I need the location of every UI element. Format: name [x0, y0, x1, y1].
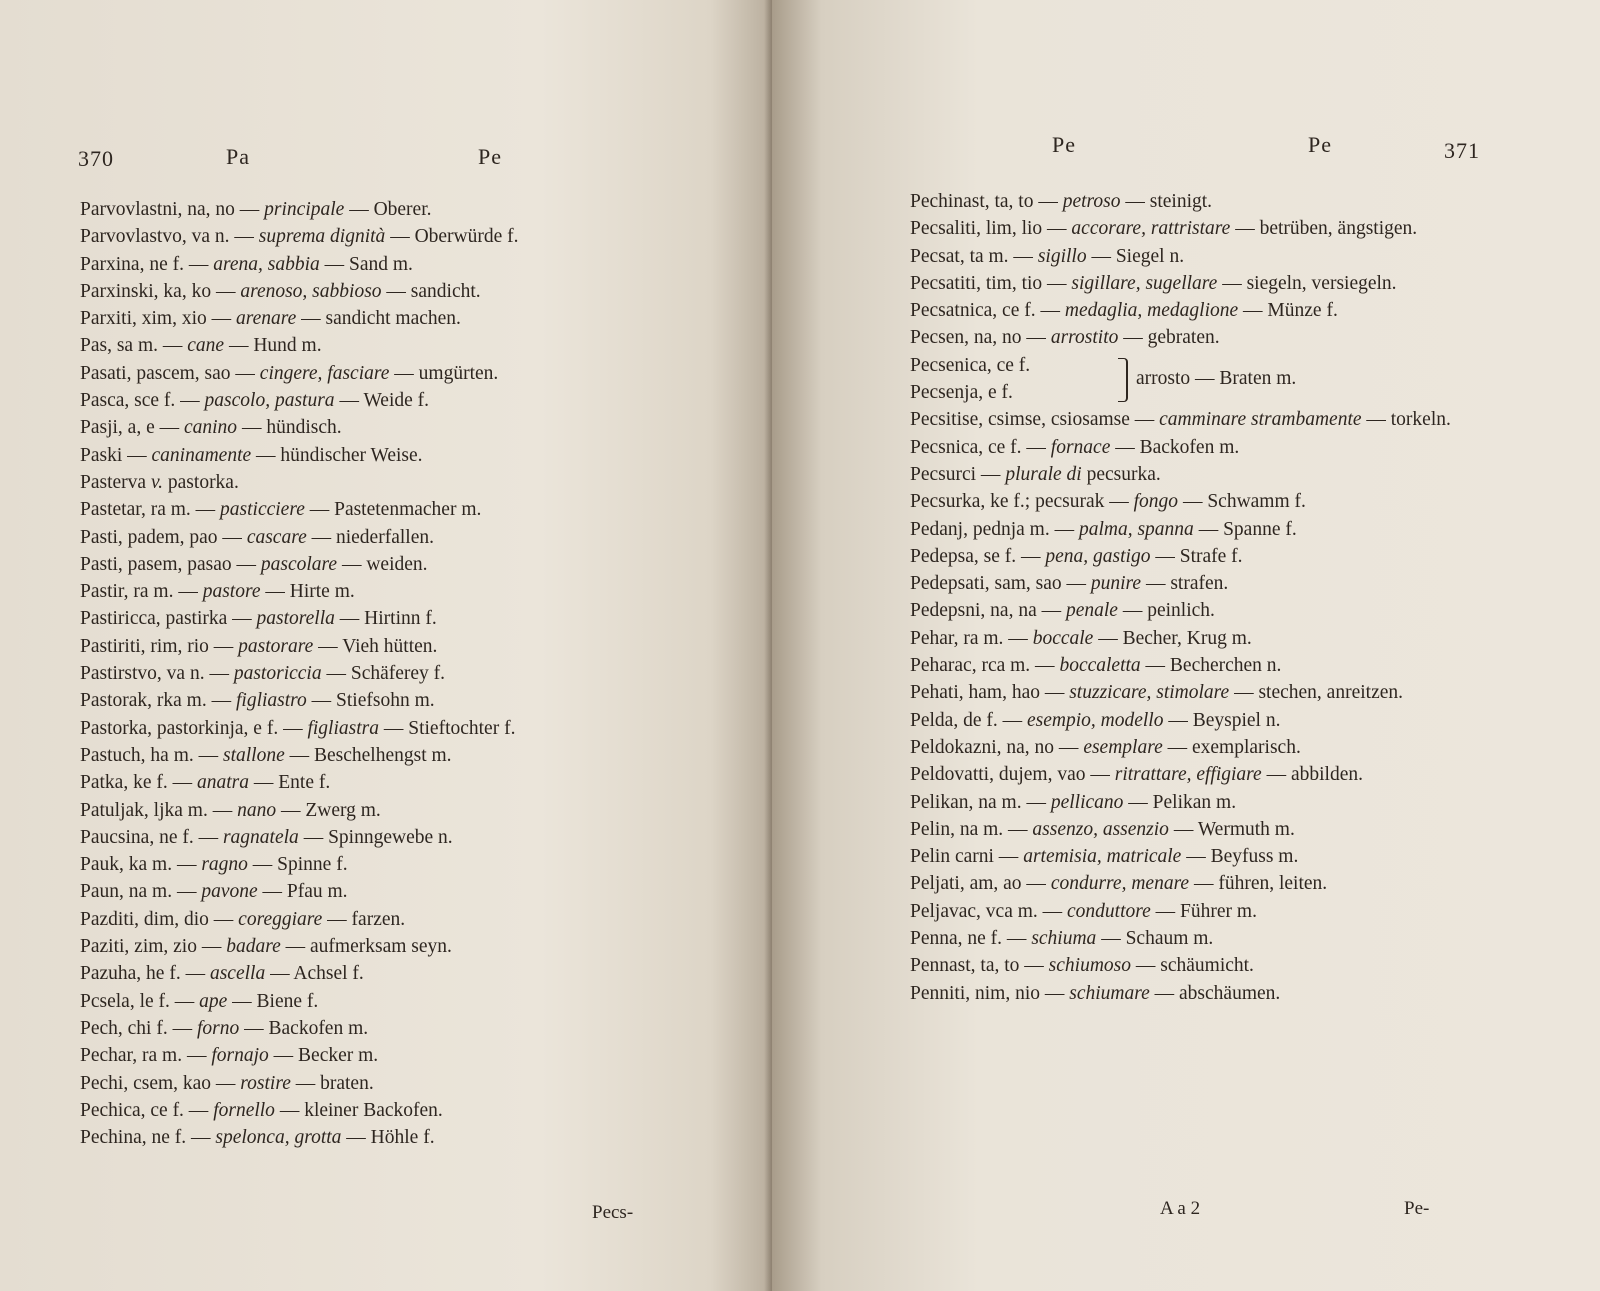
entry-headword: Pech, chi f. —: [80, 1017, 197, 1039]
entry-headword: Pelin, na m. —: [910, 818, 1033, 840]
entry-italian: conduttore: [1067, 900, 1151, 922]
entry-italian: arena, sabbia: [213, 253, 320, 275]
entry-headword: Pecsatiti, tim, tio —: [910, 272, 1072, 294]
entry-italian: canino: [183, 417, 238, 439]
entry-headword: Parvovlastni, na, no —: [80, 199, 265, 220]
entry-german: — Becher, Krug m.: [1093, 627, 1252, 649]
entry-headword: Pennast, ta, to —: [910, 955, 1049, 977]
entry-italian: badare: [226, 936, 281, 958]
entry-german: — Führer m.: [1150, 900, 1257, 922]
signature-mark: A a 2: [1160, 1198, 1201, 1219]
dictionary-entry: [80, 414, 680, 441]
entry-german: — Siegel n.: [1086, 245, 1185, 267]
entry-italian: pavone: [201, 881, 258, 903]
entry-italian: ragno: [201, 854, 248, 876]
entry-german: — Pfau m.: [257, 881, 348, 903]
dictionary-entry: [80, 605, 680, 632]
entry-headword: Pastiricca, pastirka —: [80, 608, 257, 630]
entry-italian: fornajo: [211, 1045, 269, 1067]
entry-italian: schiumoso: [1048, 955, 1131, 977]
entry-german: — exemplarisch.: [1162, 736, 1301, 758]
dictionary-entry: [80, 305, 680, 332]
dictionary-entry: [910, 324, 1494, 351]
entry-headword: Pecsnica, ce f. —: [910, 436, 1051, 458]
entry-italian: cascare: [246, 526, 307, 548]
entry-german: — steinigt.: [1120, 191, 1213, 212]
entry-headword: Peljati, am, ao —: [910, 873, 1051, 895]
dictionary-entry: [910, 597, 1494, 624]
entry-headword: Pecsatnica, ce f. —: [910, 300, 1065, 322]
entry-german: — Wermuth m.: [1168, 818, 1295, 840]
dictionary-entry: [910, 570, 1494, 597]
dictionary-entry: [910, 816, 1494, 843]
dictionary-entry: [910, 761, 1494, 788]
entry-italian: fornello: [213, 1099, 275, 1121]
entry-italian: pastorella: [256, 608, 335, 630]
running-head-right-1: Pe: [1052, 132, 1076, 157]
dictionary-entry: [80, 660, 680, 687]
entry-italian: caninamente: [151, 444, 252, 466]
dictionary-entry: [80, 442, 680, 469]
entry-german: — Zwerg m.: [276, 799, 381, 821]
left-page: [0, 0, 772, 1291]
entry-german: — Hund m.: [224, 335, 322, 357]
entry-italian: stuzzicare, stimolare: [1069, 682, 1230, 704]
dictionary-entry: [80, 1070, 680, 1097]
entry-headword: Pecsen, na, no —: [910, 327, 1051, 349]
entry-german: — Strafe f.: [1150, 545, 1243, 567]
entry-german: — Schwamm f.: [1178, 491, 1306, 513]
entry-headword: Patka, ke f. —: [80, 772, 197, 794]
entry-italian: ritrattare, effigiare: [1114, 764, 1262, 786]
entry-italian: pastore: [202, 581, 261, 603]
dictionary-entry: [80, 715, 680, 742]
dictionary-entry: [80, 332, 680, 359]
dictionary-entry: [910, 434, 1494, 461]
entry-german: — strafen.: [1141, 573, 1229, 595]
running-head-left-1: Pa: [226, 144, 250, 169]
entry-headword: Pecsenica, ce f.: [910, 354, 1031, 376]
entry-german: — Hirtinn f.: [334, 608, 437, 630]
entry-headword: Pastiriti, rim, rio —: [80, 635, 239, 657]
entry-italian: pastorare: [238, 635, 314, 657]
dictionary-entry: [910, 707, 1494, 734]
dictionary-entry: [910, 516, 1494, 543]
entry-german: — Oberwürde f.: [385, 226, 519, 248]
dictionary-entry: [910, 734, 1494, 761]
entry-italian: anatra: [196, 772, 249, 794]
entry-german: pecsurka.: [1081, 463, 1161, 485]
dictionary-entry: [910, 543, 1494, 570]
entry-german: pastorka.: [163, 471, 239, 493]
dictionary-entry: [910, 980, 1494, 1007]
dictionary-entry: [80, 360, 680, 387]
entry-german: — siegeln, versiegeln.: [1217, 272, 1397, 294]
running-head-right-2: Pe: [1308, 132, 1332, 157]
entry-german: — Höhle f.: [341, 1127, 435, 1149]
dictionary-entry: [80, 797, 680, 824]
entry-italian: spelonca, grotta: [215, 1127, 342, 1149]
entry-german: — gebraten.: [1118, 327, 1220, 349]
dictionary-entry: [80, 524, 680, 551]
entry-german: — führen, leiten.: [1189, 873, 1328, 895]
dictionary-entry: [80, 223, 680, 250]
entry-german: — betrüben, ängstigen.: [1230, 218, 1418, 240]
entry-italian: principale: [264, 199, 345, 220]
entry-headword: Pecsenja, e f.: [910, 382, 1013, 404]
dictionary-entry: [910, 215, 1494, 242]
entry-headword: Paucsina, ne f. —: [80, 826, 223, 848]
entry-headword: Pasca, sce f. —: [80, 390, 205, 412]
entry-german: — Schaum m.: [1096, 928, 1214, 950]
entry-headword: Pazditi, dim, dio —: [80, 908, 239, 930]
entry-german: — braten.: [290, 1072, 374, 1094]
entry-italian: camminare strambamente: [1159, 409, 1362, 431]
entry-german: — abschäumen.: [1149, 982, 1281, 1004]
entry-headword: Pechica, ce f. —: [80, 1099, 214, 1121]
entry-italian: stallone: [222, 744, 285, 766]
right-entry-list: [910, 188, 1494, 1007]
dictionary-entry: [80, 687, 680, 714]
entry-german: — umgürten.: [389, 362, 499, 384]
entry-german: — schäumicht.: [1131, 955, 1254, 977]
entry-italian: arrostito: [1050, 327, 1119, 349]
dictionary-entry: [80, 906, 680, 933]
entry-german: — Oberer.: [344, 199, 432, 220]
entry-italian: arrosto: [1136, 367, 1191, 389]
entry-italian: ascella: [209, 963, 266, 985]
dictionary-entry: [910, 870, 1494, 897]
entry-italian: cane: [187, 335, 225, 357]
bracketed-entry-group: [910, 352, 1494, 407]
entry-german: — niederfallen.: [306, 526, 434, 548]
shared-definition: [1136, 365, 1296, 392]
entry-headword: Penniti, nim, nio —: [910, 982, 1070, 1004]
entry-german: — Beyspiel n.: [1163, 709, 1281, 731]
entry-headword: Pastetar, ra m. —: [80, 499, 221, 521]
entry-german: — Beyfuss m.: [1181, 846, 1299, 868]
dictionary-entry: [910, 406, 1494, 433]
entry-headword: Pecsat, ta m. —: [910, 245, 1038, 267]
entry-italian: ragnatela: [222, 826, 299, 848]
entry-italian: figliastro: [235, 690, 307, 712]
entry-german: — Backofen m.: [1110, 436, 1240, 458]
entry-headword: Pedepsa, se f. —: [910, 545, 1046, 567]
catchword-right: Pe-: [1404, 1198, 1430, 1219]
page-number-right: 371: [1444, 138, 1480, 163]
dictionary-entry: [910, 188, 1494, 215]
entry-headword: Pechinast, ta, to —: [910, 191, 1063, 212]
entry-italian: pastoriccia: [233, 663, 322, 685]
entry-italian: schiumare: [1069, 982, 1150, 1004]
entry-italian: sigillo: [1037, 245, 1087, 267]
entry-headword: Peharac, rca m. —: [910, 655, 1060, 677]
entry-german: — Braten m.: [1190, 367, 1297, 389]
dictionary-entry: [910, 243, 1494, 270]
entry-headword: Pastuch, ha m. —: [80, 744, 223, 766]
catchword-left: Pecs-: [592, 1202, 634, 1223]
entry-headword: Peldokazni, na, no —: [910, 736, 1084, 758]
entry-italian: accorare, rattristare: [1071, 218, 1231, 240]
entry-italian: rostire: [240, 1072, 291, 1094]
entry-italian: punire: [1090, 573, 1142, 595]
dictionary-entry: [80, 851, 680, 878]
dictionary-entry: [80, 469, 680, 496]
entry-italian: pena, gastigo: [1045, 545, 1151, 567]
entry-headword: Pazuha, he f. —: [80, 963, 210, 985]
dictionary-entry: [80, 196, 680, 223]
entry-headword: Pelin carni —: [910, 846, 1024, 868]
dictionary-entry: [80, 742, 680, 769]
entry-german: — Beschelhengst m.: [284, 744, 452, 766]
entry-headword: Pauk, ka m. —: [80, 854, 202, 876]
entry-german: — aufmerksam seyn.: [280, 936, 452, 958]
entry-german: — Pastetenmacher m.: [304, 499, 482, 521]
entry-italian: nano: [237, 799, 277, 821]
entry-italian: assenzo, assenzio: [1032, 818, 1169, 840]
entry-italian: sigillare, sugellare: [1071, 272, 1218, 294]
entry-headword: Pecsurka, ke f.; pecsurak —: [910, 491, 1134, 513]
dictionary-entry: [80, 988, 680, 1015]
dictionary-entry: [910, 679, 1494, 706]
entry-headword: Pelda, de f. —: [910, 709, 1027, 731]
dictionary-entry: [910, 952, 1494, 979]
entry-german: — Becherchen n.: [1140, 655, 1282, 677]
entry-italian: coreggiare: [238, 908, 323, 930]
entry-headword: Parxinski, ka, ko —: [80, 280, 241, 302]
entry-german: — Vieh hütten.: [313, 635, 438, 657]
entry-german: — Weide f.: [334, 390, 430, 412]
entry-german: — hündisch.: [237, 417, 342, 439]
dictionary-entry: [910, 488, 1494, 515]
dictionary-entry: [80, 387, 680, 414]
entry-german: — Spinngewebe n.: [298, 826, 453, 848]
entry-headword: Pedepsati, sam, sao —: [910, 573, 1091, 595]
entry-headword: Penna, ne f. —: [910, 928, 1032, 950]
entry-german: — Hirte m.: [260, 581, 355, 603]
entry-headword: Pedepsni, na, na —: [910, 600, 1066, 622]
dictionary-entry: [80, 1042, 680, 1069]
entry-italian: pascolare: [260, 553, 338, 575]
entry-headword: Pasji, a, e —: [80, 417, 184, 439]
entry-headword: Pechi, csem, kao —: [80, 1072, 241, 1094]
entry-headword: Pecsitise, csimse, csiosamse —: [910, 409, 1160, 431]
dictionary-entry: [80, 496, 680, 523]
entry-italian: pascolo, pastura: [204, 390, 335, 412]
entry-headword: Pehati, ham, hao —: [910, 682, 1070, 704]
brace-mark: [1118, 358, 1128, 402]
entry-italian: esemplare: [1083, 736, 1163, 758]
entry-headword: Peljavac, vca m. —: [910, 900, 1068, 922]
entry-italian: arenare: [236, 308, 297, 330]
dictionary-entry: [80, 251, 680, 278]
entry-italian: arenoso, sabbioso: [240, 280, 382, 302]
dictionary-entry: [910, 789, 1494, 816]
entry-german: — Backofen m.: [239, 1017, 369, 1039]
entry-german: — Spanne f.: [1193, 518, 1297, 540]
entry-italian: petroso: [1062, 191, 1121, 212]
entry-german: — Münze f.: [1238, 300, 1338, 322]
entry-italian: esempio, modello: [1026, 709, 1164, 731]
dictionary-entry: [80, 1124, 680, 1151]
entry-italian: fornace: [1050, 436, 1111, 458]
dictionary-entry: [910, 461, 1494, 488]
entry-german: — hündischer Weise.: [251, 444, 423, 466]
entry-headword: Peldovatti, dujem, vao —: [910, 764, 1115, 786]
entry-headword: Pechina, ne f. —: [80, 1127, 216, 1149]
entry-italian: schiuma: [1031, 928, 1097, 950]
entry-headword: Pcsela, le f. —: [80, 990, 200, 1012]
entry-headword: Pelikan, na m. —: [910, 791, 1051, 813]
entry-italian: pellicano: [1050, 791, 1124, 813]
entry-german: — Schäferey f.: [321, 663, 446, 685]
entry-german: — Stieftochter f.: [378, 717, 516, 739]
entry-german: — Stiefsohn m.: [306, 690, 435, 712]
entry-italian: v.: [150, 471, 164, 493]
dictionary-entry: [910, 625, 1494, 652]
dictionary-entry: [80, 1015, 680, 1042]
entry-italian: suprema dignità: [258, 226, 386, 248]
entry-italian: fongo: [1133, 491, 1179, 513]
entry-german: — sandicht machen.: [296, 308, 461, 330]
entry-headword: Parxiti, xim, xio —: [80, 308, 236, 330]
entry-headword: Paun, na m. —: [80, 881, 202, 903]
entry-italian: palma, spanna: [1078, 518, 1194, 540]
entry-headword: Parvovlastvo, va n. —: [80, 226, 259, 248]
entry-headword: Pechar, ra m. —: [80, 1045, 212, 1067]
entry-german: — kleiner Backofen.: [274, 1099, 443, 1121]
entry-italian: condurre, menare: [1050, 873, 1190, 895]
entry-headword: Pehar, ra m. —: [910, 627, 1033, 649]
entry-italian: penale: [1065, 600, 1118, 622]
dictionary-entry: [910, 652, 1494, 679]
dictionary-entry: [80, 1097, 680, 1124]
entry-german: — Sand m.: [319, 253, 413, 275]
dictionary-entry: [910, 898, 1494, 925]
entry-headword: Pedanj, pednja m. —: [910, 518, 1079, 540]
dictionary-entry: [80, 769, 680, 796]
page-number-left: 370: [78, 146, 114, 171]
entry-headword: Patuljak, ljka m. —: [80, 799, 238, 821]
entry-german: — Pelikan m.: [1123, 791, 1237, 813]
entry-german: — peinlich.: [1117, 600, 1215, 622]
dictionary-entry: [80, 278, 680, 305]
left-entry-list: [80, 196, 680, 1151]
entry-german: — Ente f.: [249, 772, 331, 794]
dictionary-entry: [80, 960, 680, 987]
entry-italian: plurale di: [1005, 463, 1082, 485]
entry-italian: boccale: [1032, 627, 1094, 649]
entry-italian: forno: [196, 1017, 240, 1039]
entry-headword: Pasti, padem, pao —: [80, 526, 247, 548]
entry-italian: medaglia, medaglione: [1064, 300, 1239, 322]
entry-german: — Becker m.: [268, 1045, 379, 1067]
dictionary-entry: [910, 297, 1494, 324]
entry-german: — farzen.: [322, 908, 406, 930]
entry-german: — sandicht.: [381, 280, 481, 302]
entry-italian: cingere, fasciare: [259, 362, 390, 384]
dictionary-entry: [910, 843, 1494, 870]
dictionary-entry: [80, 878, 680, 905]
entry-german: — stechen, anreitzen.: [1229, 682, 1403, 704]
entry-german: — torkeln.: [1361, 409, 1451, 431]
entry-german: — weiden.: [337, 553, 428, 575]
dictionary-entry: [80, 551, 680, 578]
entry-headword: Pasati, pascem, sao —: [80, 362, 260, 384]
dictionary-entry: [80, 824, 680, 851]
entry-headword: Pasterva: [80, 471, 151, 493]
entry-german: — abbilden.: [1261, 764, 1363, 786]
entry-headword: Pastorak, rka m. —: [80, 690, 236, 712]
dictionary-entry: [80, 933, 680, 960]
entry-headword: Pastirstvo, va n. —: [80, 663, 234, 685]
entry-headword: Paski —: [80, 444, 152, 466]
dictionary-entry: [80, 633, 680, 660]
entry-headword: Paziti, zim, zio —: [80, 936, 227, 958]
dictionary-entry: [910, 270, 1494, 297]
entry-headword: Pasti, pasem, pasao —: [80, 553, 261, 575]
entry-italian: figliastra: [307, 717, 379, 739]
entry-italian: pasticciere: [220, 499, 305, 521]
entry-italian: ape: [199, 990, 228, 1012]
entry-german: — Spinne f.: [247, 854, 348, 876]
running-head-left-2: Pe: [478, 144, 502, 169]
entry-headword: Pecsaliti, lim, lio —: [910, 218, 1072, 240]
entry-headword: Pastir, ra m. —: [80, 581, 203, 603]
entry-headword: Pas, sa m. —: [80, 335, 188, 357]
dictionary-entry: [910, 925, 1494, 952]
entry-headword: Parxina, ne f. —: [80, 253, 214, 275]
entry-german: — Achsel f.: [265, 963, 364, 985]
entry-headword: Pecsurci —: [910, 463, 1006, 485]
entry-headword: Pastorka, pastorkinja, e f. —: [80, 717, 308, 739]
entry-italian: boccaletta: [1059, 655, 1141, 677]
dictionary-entry: [80, 578, 680, 605]
entry-italian: artemisia, matricale: [1023, 846, 1182, 868]
entry-german: — Biene f.: [227, 990, 319, 1012]
